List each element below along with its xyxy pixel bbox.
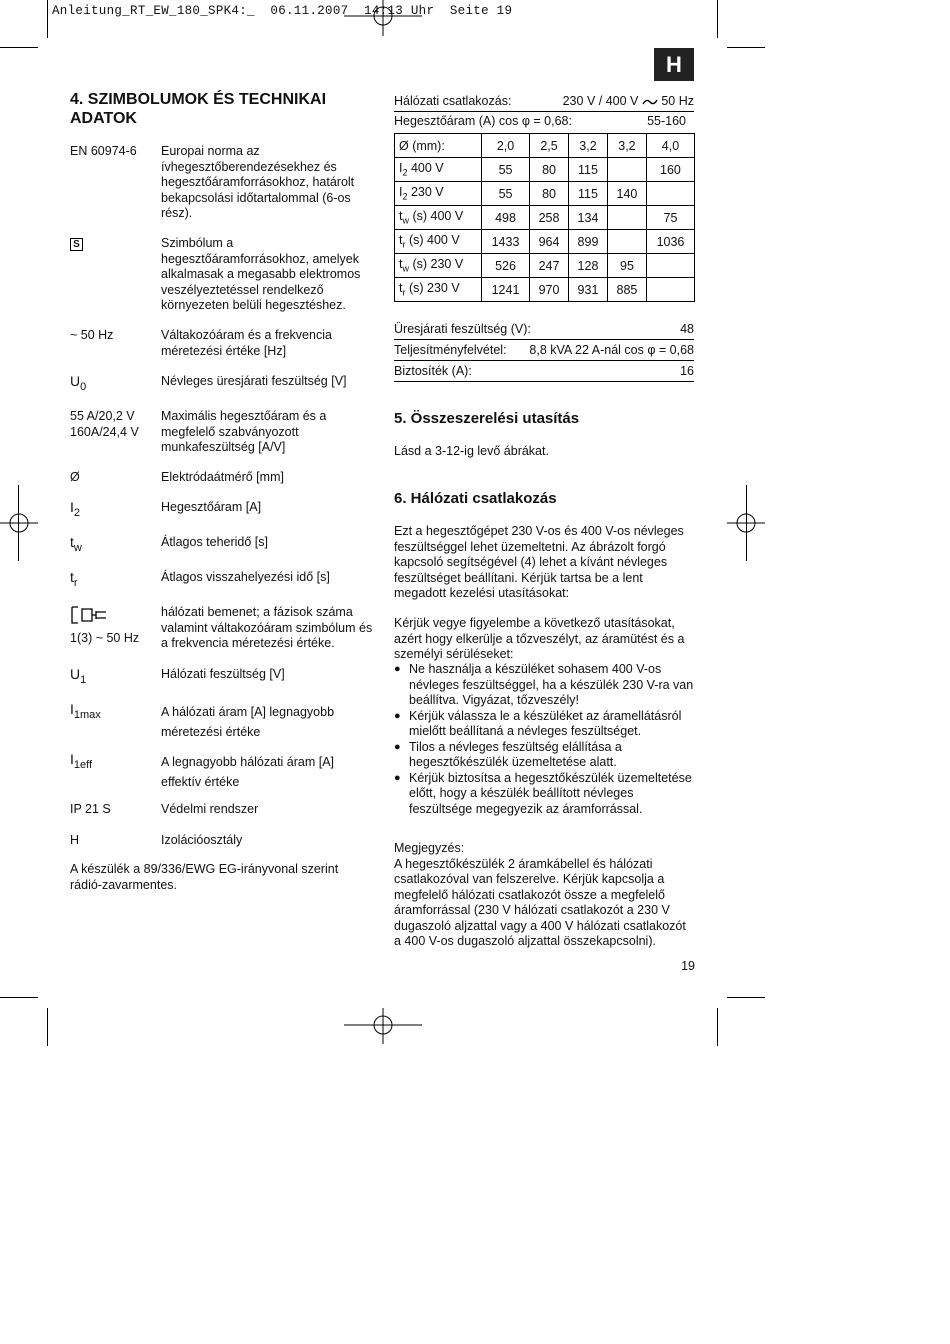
table-cell: 258 [530, 206, 569, 230]
table-cell [607, 206, 646, 230]
table-cell [646, 254, 694, 278]
symbol-text: 55 A/20,2 V 160A/24,4 V [70, 409, 139, 439]
table-cell: 885 [607, 278, 646, 302]
table-row [395, 254, 695, 278]
registration-mark-icon [0, 510, 38, 536]
registration-mark-icon [344, 1008, 422, 1044]
crop-mark [727, 997, 765, 998]
table-cell: 4,0 [646, 134, 694, 158]
symbol-description: Hálózati feszültség [V] [161, 667, 285, 681]
section-5-text: Lásd a 3-12-ig levő ábrákat. [394, 444, 549, 458]
ac-tilde-icon [642, 97, 658, 107]
page-number: 19 [681, 959, 695, 973]
table-row [395, 206, 695, 230]
table-cell: 140 [607, 182, 646, 206]
table-cell: 498 [482, 206, 530, 230]
spec-label: Hegesztőáram (A) cos φ = 0,68: [394, 114, 572, 128]
spec-label: Teljesítményfelvétel: [394, 343, 507, 357]
symbol-description: A hálózati áram [A] legnagyobb méretezési értéke [161, 705, 335, 739]
row-label: $t_r$ (s) 400 V [395, 230, 482, 254]
symbol-description: Átlagos teheridő [s] [161, 535, 269, 549]
table-cell: 2,5 [530, 134, 569, 158]
spec-label: Hálózati csatlakozás: [394, 94, 512, 108]
mains-plug-icon [70, 605, 110, 625]
crop-mark [47, 0, 48, 38]
symbol-description: Névleges üresjárati feszültség [V] [161, 374, 347, 388]
symbol-text: H [70, 833, 80, 847]
list-item: ● Kérjük biztosítsa a hegesztőkészülék üzemeltetése előtt, hogy a készülék beállított névleges feszültsége megegyezik az áramforrással. [394, 771, 694, 818]
safety-bullet-list [394, 662, 694, 817]
symbol-text: IP 21 S [70, 802, 111, 816]
symbol-description: hálózati bemenet; a fázisok száma valamint váltakozóáram szimbólum és a frekvencia méretezési értéke. [161, 605, 373, 650]
symbol-text: ~ 50 Hz [70, 328, 114, 342]
spec-mains-line [394, 92, 694, 112]
table-cell: 75 [646, 206, 694, 230]
symbol-description: Europai norma az ívhegesztőberendezésekhez és hegesztőáramforrásokhoz, határolt bekapcsolási időtartalommal (6-os rész). [161, 144, 355, 220]
row-label: $t_w$ (s) 230 V [395, 254, 482, 278]
section-6-para2: Kérjük vegye figyelembe a következő utasításokat, azért hogy elkerülje a tőzveszélyt, az áramütést és a személyi sérüléseket: [394, 616, 685, 661]
table-cell: 931 [569, 278, 608, 302]
note-text: A hegesztőkészülék 2 áramkábellel és hálózati csatlakozóval van felszerelve. Kérjük kapcsolja a megfelelő hálózati csatlakozót össze a megfelelő áramforrással (230 V hálózati csatlakozót a 230 V dugaszoló aljzattal vagy a 400 V hálózati csatlakozót a 400 V-os dugaszoló aljzattal összekapcsolni). [394, 856, 686, 948]
symbol-text: EN 60974-6 [70, 144, 137, 158]
table-row [395, 134, 695, 158]
table-cell: 970 [530, 278, 569, 302]
section-6-para1: Ezt a hegesztőgépet 230 V-os és 400 V-os névleges feszültséggel lehet üzemeltetni. Az ábrázolt forgó kapcsoló segítségével (4) lehet a kívánt névleges feszültséget beállítani. Kérjük tartsa be a lent megadott kezelési utasításokat: [394, 524, 684, 600]
symbol-text: $I_2$ [70, 499, 81, 519]
table-cell [646, 182, 694, 206]
table-cell: 55 [482, 182, 530, 206]
spec-value: 48 [680, 322, 694, 336]
symbol-text: $I_{1max}$ [70, 701, 101, 721]
section-6-title: 6. Hálózati csatlakozás [394, 490, 557, 507]
table-cell: 80 [530, 158, 569, 182]
language-badge: H [654, 48, 694, 81]
section-5-title: 5. Összeszerelési utasítás [394, 410, 580, 427]
row-label: $t_r$ (s) 230 V [395, 278, 482, 302]
table-cell: 80 [530, 182, 569, 206]
symbol-text: $t_r$ [70, 569, 78, 589]
table-cell: 526 [482, 254, 530, 278]
symbol-description: Hegesztőáram [A] [161, 500, 262, 514]
spec-value: 230 V / 400 V 50 Hz [562, 94, 694, 108]
table-cell: 1036 [646, 230, 694, 254]
symbol-text: Ø [70, 470, 80, 484]
symbol-text: 1(3) ~ 50 Hz [70, 605, 160, 647]
list-item: ● Ne használja a készüléket sohasem 400 V-os névleges feszültséggel, ha a készülék 230 V-ra van beállítva. Vigyázat, tőzveszély! [394, 662, 694, 709]
spec-label: Biztosíték (A): [394, 364, 472, 378]
crop-mark [47, 1008, 48, 1046]
table-cell: 160 [646, 158, 694, 182]
section-4-title: 4. SZIMBOLUMOK ÉS TECHNIKAI ADATOK [70, 91, 327, 127]
symbol-description: A legnagyobb hálózati áram [A] effektív értéke [161, 755, 335, 789]
emc-note: A készülék a 89/336/EWG EG-irányvonal szerint rádió-zavarmentes. [70, 862, 339, 892]
symbol-description: Átlagos visszahelyezési idő [s] [161, 570, 330, 584]
table-row [395, 158, 695, 182]
note-title: Megjegyzés: [394, 841, 465, 855]
list-item: ● Kérjük válassza le a készüléket az áramellátásról mielőtt beállítaná a névleges feszültséget. [394, 709, 694, 740]
spec-power-line [394, 341, 694, 361]
table-cell: 247 [530, 254, 569, 278]
s-symbol-icon: S [70, 238, 83, 251]
row-label: $t_w$ (s) 400 V [395, 206, 482, 230]
symbol-description: Váltakozóáram és a frekvencia méretezési értéke [Hz] [161, 328, 332, 358]
row-label: $I_2$ 230 V [395, 182, 482, 206]
table-cell: 1241 [482, 278, 530, 302]
symbol-text: $U_0$ [70, 373, 87, 393]
spec-label: Üresjárati feszültség (V): [394, 322, 531, 336]
row-label: Ø (mm): [395, 134, 482, 158]
table-cell [607, 158, 646, 182]
welding-data-table [394, 133, 695, 302]
symbol-description: Védelmi rendszer [161, 802, 259, 816]
table-cell [646, 278, 694, 302]
row-label: $I_2$ 400 V [395, 158, 482, 182]
table-row [395, 230, 695, 254]
symbol-description: Izolációosztály [161, 833, 243, 847]
symbol-description: Szimbólum a hegesztőáramforrásokhoz, amelyek alkalmasak a megasabb elektromos veszélyeztetéssel rendelkező környezeten belüli hegesztéshez. [161, 236, 361, 312]
table-row [395, 278, 695, 302]
crop-mark [0, 47, 38, 48]
crop-mark [727, 47, 765, 48]
spec-current-line [394, 112, 694, 131]
symbol-text: $I_{1eff}$ [70, 751, 93, 771]
table-row [395, 182, 695, 206]
crop-mark [717, 1008, 718, 1046]
table-cell: 115 [569, 158, 608, 182]
symbol-description: Maximális hegesztőáram és a megfelelő szabványozott munkafeszültség [A/V] [161, 409, 327, 454]
registration-mark-icon [727, 510, 765, 536]
spec-value: 16 [680, 364, 694, 378]
list-item: ● Tilos a névleges feszültség elállítása a hegesztőkészülék üzemeltetése alatt. [394, 740, 694, 771]
table-cell: 2,0 [482, 134, 530, 158]
section-6-note [394, 841, 694, 950]
table-cell: 964 [530, 230, 569, 254]
table-cell: 95 [607, 254, 646, 278]
spec-value: 55-160 [647, 114, 686, 128]
spec-fuse-line [394, 362, 694, 382]
table-cell: 899 [569, 230, 608, 254]
symbol-text: $U_1$ [70, 666, 87, 686]
spec-value: 8,8 kVA 22 A-nál cos φ = 0,68 [529, 343, 694, 357]
table-cell: 128 [569, 254, 608, 278]
crop-mark [717, 0, 718, 38]
crop-mark [0, 997, 38, 998]
registration-mark-icon [344, 0, 422, 36]
symbol-description: Elektródaátmérő [mm] [161, 470, 284, 484]
spec-idle-line [394, 320, 694, 340]
table-cell: 1433 [482, 230, 530, 254]
table-cell [607, 230, 646, 254]
table-cell: 115 [569, 182, 608, 206]
table-cell: 134 [569, 206, 608, 230]
table-cell: 3,2 [607, 134, 646, 158]
table-cell: 55 [482, 158, 530, 182]
print-header: Anleitung_RT_EW_180_SPK4:_ 06.11.2007 14:13 Uhr Seite 19 [52, 4, 513, 18]
table-cell: 3,2 [569, 134, 608, 158]
symbol-text: $t_w$ [70, 534, 82, 554]
